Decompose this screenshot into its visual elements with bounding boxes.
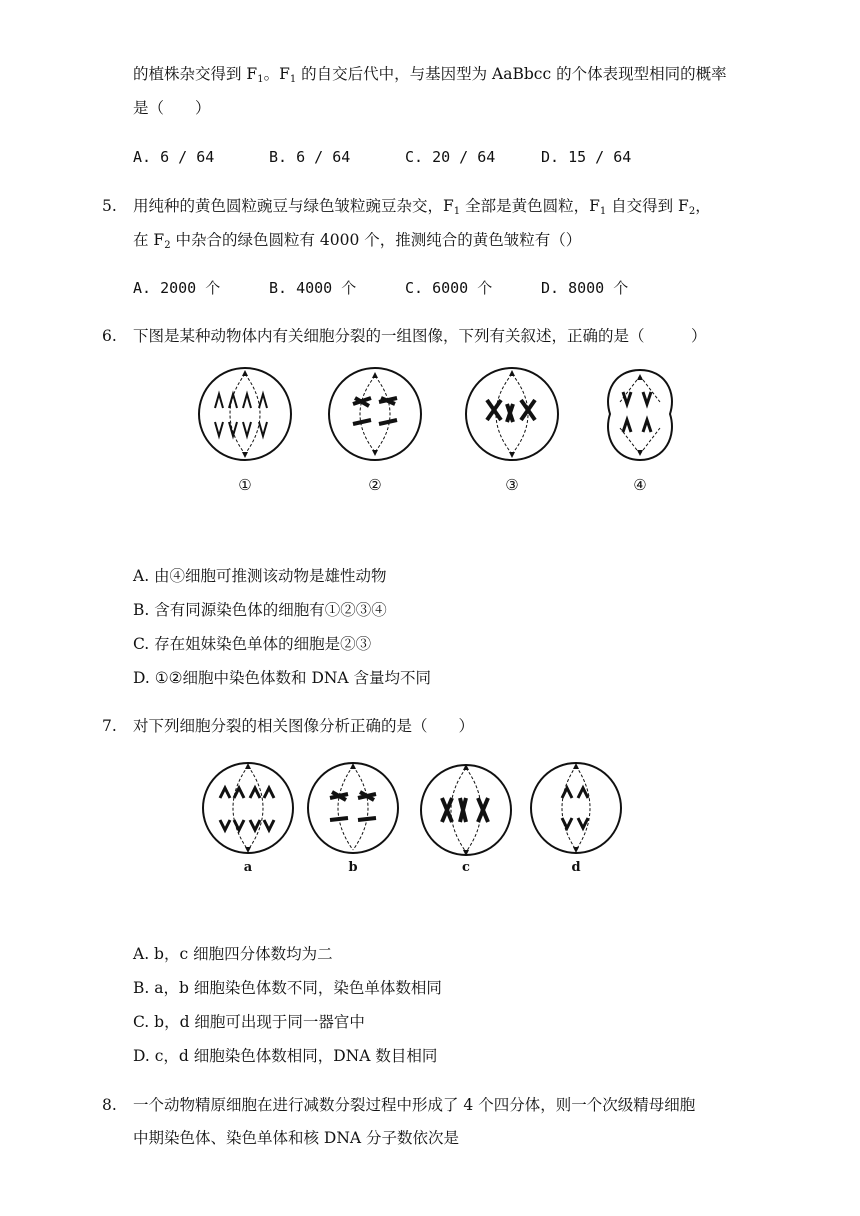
q6-option-d[interactable]: D. ①②细胞中染色体数和 DNA 含量均不同 — [133, 669, 432, 687]
q6-number: 6. — [102, 327, 117, 345]
q4-option-a[interactable]: A. 6 / 64 — [133, 148, 215, 166]
q5-stem-line2: 在 $F_2$ 中杂合的绿色圆粒有 4000 个，推测纯合的黄色皱粒有（） — [133, 231, 582, 251]
figure-label-a: a — [243, 860, 253, 875]
q5-option-b[interactable]: B. 4000 个 — [269, 279, 357, 297]
cell-a — [203, 763, 293, 853]
figure-label-d: d — [571, 860, 581, 875]
figure-label-c: c — [462, 860, 470, 875]
q4-stem-line1: 的植株杂交得到 $F_1$。$F_1$ 的自交后代中，与基因型为 AaBbcc 的个体表现型相同的概率 — [133, 65, 727, 85]
q5-number: 5. — [102, 197, 117, 215]
q4-option-d[interactable]: D. 15 / 64 — [541, 148, 632, 166]
q4-option-b[interactable]: B. 6 / 64 — [269, 148, 351, 166]
q8-stem-line1: 一个动物精原细胞在进行减数分裂过程中形成了 4 个四分体，则一个次级精母细胞 — [133, 1096, 696, 1114]
cell-4 — [608, 370, 672, 460]
figure-label-3: ③ — [505, 476, 519, 494]
q7-option-b[interactable]: B. a，b 细胞染色体数不同，染色单体数相同 — [133, 979, 442, 997]
q4-stem-line2: 是（ ） — [133, 99, 211, 117]
cell-1 — [199, 368, 291, 460]
cell-b — [308, 763, 398, 853]
q6-option-b[interactable]: B. 含有同源染色体的细胞有①②③④ — [133, 601, 387, 619]
figure-label-b: b — [348, 860, 358, 875]
q7-option-d[interactable]: D. c，d 细胞染色体数相同，DNA 数目相同 — [133, 1047, 438, 1065]
q4-option-c[interactable]: C. 20 / 64 — [405, 148, 496, 166]
figure-label-2: ② — [368, 476, 382, 494]
q6-stem: 下图是某种动物体内有关细胞分裂的一组图像，下列有关叙述，正确的是（ ） — [133, 327, 707, 345]
cell-division-diagram-1 — [195, 362, 675, 502]
q7-stem: 对下列细胞分裂的相关图像分析正确的是（ ） — [133, 717, 475, 735]
q5-stem-line1: 用纯种的黄色圆粒豌豆与绿色皱粒豌豆杂交，$F_1$ 全部是黄色圆粒，$F_1$ 自交得到 $F_2$， — [133, 197, 711, 217]
q6-option-c[interactable]: C. 存在姐妹染色单体的细胞是②③ — [133, 635, 372, 653]
q8-number: 8. — [102, 1096, 117, 1114]
figure-label-4: ④ — [633, 476, 647, 494]
figure-label-1: ① — [238, 476, 252, 494]
q5-option-a[interactable]: A. 2000 个 — [133, 279, 221, 297]
q8-stem-line2: 中期染色体、染色单体和核 DNA 分子数依次是 — [133, 1129, 460, 1147]
q6-figure — [195, 362, 675, 502]
q7-option-c[interactable]: C. b，d 细胞可出现于同一器官中 — [133, 1013, 365, 1031]
q5-option-d[interactable]: D. 8000 个 — [541, 279, 629, 297]
q7-figure — [198, 758, 638, 888]
q5-option-c[interactable]: C. 6000 个 — [405, 279, 493, 297]
q7-number: 7. — [102, 717, 117, 735]
q6-option-a[interactable]: A. 由④细胞可推测该动物是雄性动物 — [133, 567, 387, 585]
cell-c — [421, 765, 511, 855]
q7-option-a[interactable]: A. b，c 细胞四分体数均为二 — [133, 945, 333, 963]
cell-2 — [329, 368, 421, 460]
cell-d — [531, 763, 621, 853]
